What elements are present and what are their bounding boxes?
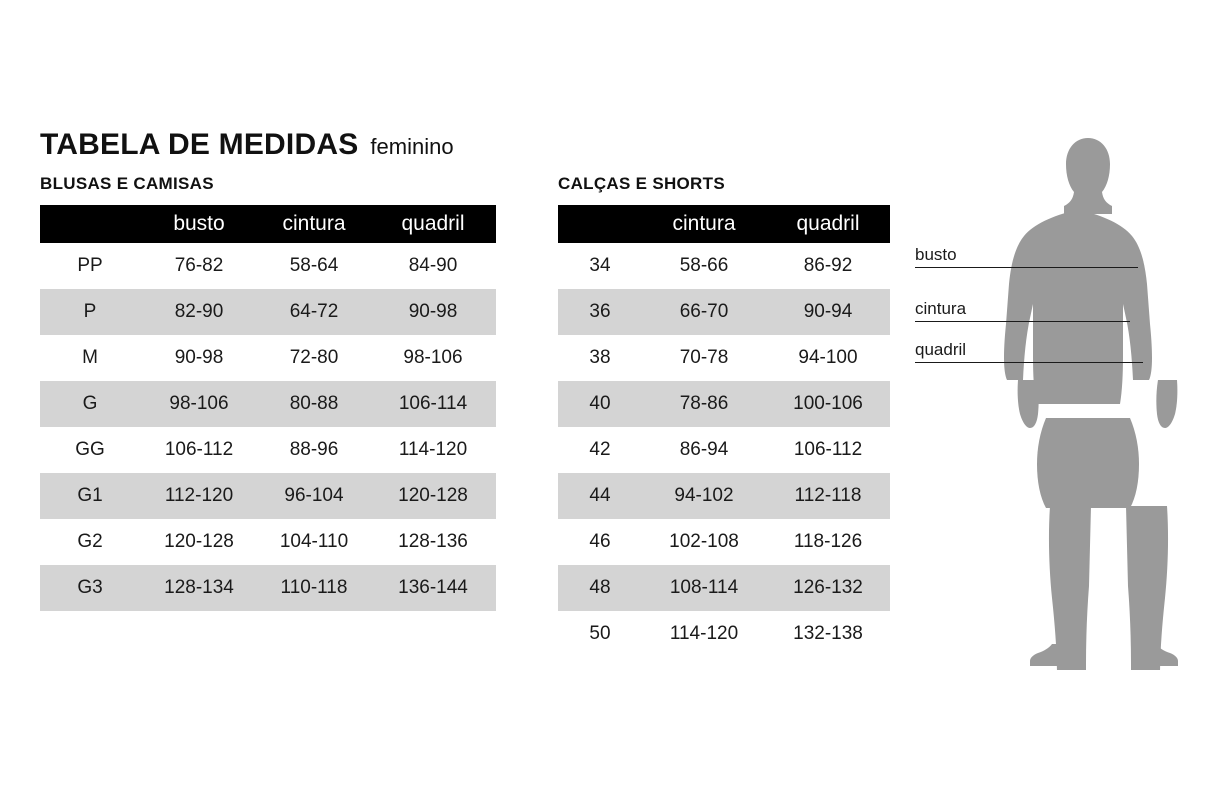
cell-quadril: 132-138	[766, 611, 890, 657]
cell-quadril: 106-114	[370, 381, 496, 427]
cell-size: G3	[40, 565, 140, 611]
table-row	[558, 335, 890, 381]
column-header-cintura: cintura	[258, 205, 370, 243]
cell-cintura: 86-94	[642, 427, 766, 473]
callout-label-cintura: cintura	[915, 299, 967, 318]
table-block-bottoms	[558, 174, 890, 657]
cell-quadril: 114-120	[370, 427, 496, 473]
cell-busto: 128-134	[140, 565, 258, 611]
cell-size: 50	[558, 611, 642, 657]
cell-busto: 90-98	[140, 335, 258, 381]
cell-cintura: 88-96	[258, 427, 370, 473]
page-title-subtitle: feminino	[370, 134, 454, 159]
cell-quadril: 90-98	[370, 289, 496, 335]
table-row	[558, 381, 890, 427]
cell-quadril: 94-100	[766, 335, 890, 381]
cell-busto: 120-128	[140, 519, 258, 565]
cell-quadril: 100-106	[766, 381, 890, 427]
cell-size: 48	[558, 565, 642, 611]
table-row	[558, 473, 890, 519]
cell-cintura: 104-110	[258, 519, 370, 565]
cell-quadril: 120-128	[370, 473, 496, 519]
cell-cintura: 96-104	[258, 473, 370, 519]
table-row	[558, 611, 890, 657]
cell-busto: 82-90	[140, 289, 258, 335]
table-heading-bottoms: CALÇAS E SHORTS	[558, 174, 725, 193]
column-header-size	[558, 205, 642, 243]
cell-cintura: 114-120	[642, 611, 766, 657]
cell-busto: 76-82	[140, 243, 258, 289]
cell-quadril: 86-92	[766, 243, 890, 289]
table-row	[40, 565, 496, 611]
column-header-quadril: quadril	[766, 205, 890, 243]
leader-line-cintura	[915, 321, 1130, 322]
cell-cintura: 58-64	[258, 243, 370, 289]
cell-size: PP	[40, 243, 140, 289]
cell-cintura: 58-66	[642, 243, 766, 289]
leader-line-quadril	[915, 362, 1143, 363]
cell-cintura: 80-88	[258, 381, 370, 427]
cell-quadril: 106-112	[766, 427, 890, 473]
table-row	[40, 335, 496, 381]
cell-quadril: 126-132	[766, 565, 890, 611]
cell-busto: 112-120	[140, 473, 258, 519]
cell-size: 34	[558, 243, 642, 289]
cell-quadril: 118-126	[766, 519, 890, 565]
cell-size: 42	[558, 427, 642, 473]
table-row	[40, 381, 496, 427]
cell-cintura: 66-70	[642, 289, 766, 335]
table-block-tops	[40, 174, 496, 611]
page-title	[40, 128, 454, 162]
cell-cintura: 108-114	[642, 565, 766, 611]
cell-cintura: 72-80	[258, 335, 370, 381]
callout-label-quadril: quadril	[915, 340, 967, 359]
cell-size: G1	[40, 473, 140, 519]
cell-busto: 98-106	[140, 381, 258, 427]
table-header-row	[40, 205, 496, 243]
cell-cintura: 64-72	[258, 289, 370, 335]
cell-size: 40	[558, 381, 642, 427]
page-title-main: TABELA DE MEDIDAS	[40, 128, 359, 161]
cell-size: M	[40, 335, 140, 381]
cell-quadril: 112-118	[766, 473, 890, 519]
cell-size: P	[40, 289, 140, 335]
cell-quadril: 136-144	[370, 565, 496, 611]
cell-cintura: 94-102	[642, 473, 766, 519]
cell-quadril: 90-94	[766, 289, 890, 335]
column-header-quadril: quadril	[370, 205, 496, 243]
leader-line-busto	[915, 267, 1138, 268]
table-row	[40, 243, 496, 289]
table-row	[558, 289, 890, 335]
measurements-table-bottoms	[558, 205, 890, 657]
cell-quadril: 128-136	[370, 519, 496, 565]
cell-cintura: 102-108	[642, 519, 766, 565]
cell-size: 38	[558, 335, 642, 381]
female-silhouette-icon	[900, 120, 1200, 670]
cell-size: G	[40, 381, 140, 427]
cell-cintura: 70-78	[642, 335, 766, 381]
cell-size: 44	[558, 473, 642, 519]
table-row	[558, 565, 890, 611]
table-header-row	[558, 205, 890, 243]
column-header-cintura: cintura	[642, 205, 766, 243]
table-row	[40, 427, 496, 473]
table-row	[40, 519, 496, 565]
table-row	[40, 289, 496, 335]
cell-cintura: 78-86	[642, 381, 766, 427]
cell-size: G2	[40, 519, 140, 565]
table-row	[40, 473, 496, 519]
body-figure	[900, 120, 1200, 670]
table-row	[558, 427, 890, 473]
cell-size: 46	[558, 519, 642, 565]
cell-size: GG	[40, 427, 140, 473]
callout-label-busto: busto	[915, 245, 957, 264]
cell-busto: 106-112	[140, 427, 258, 473]
cell-quadril: 98-106	[370, 335, 496, 381]
table-row	[558, 243, 890, 289]
measurements-table-tops	[40, 205, 496, 611]
column-header-busto: busto	[140, 205, 258, 243]
table-row	[558, 519, 890, 565]
cell-cintura: 110-118	[258, 565, 370, 611]
cell-size: 36	[558, 289, 642, 335]
column-header-size	[40, 205, 140, 243]
table-heading-tops: BLUSAS E CAMISAS	[40, 174, 214, 193]
cell-quadril: 84-90	[370, 243, 496, 289]
